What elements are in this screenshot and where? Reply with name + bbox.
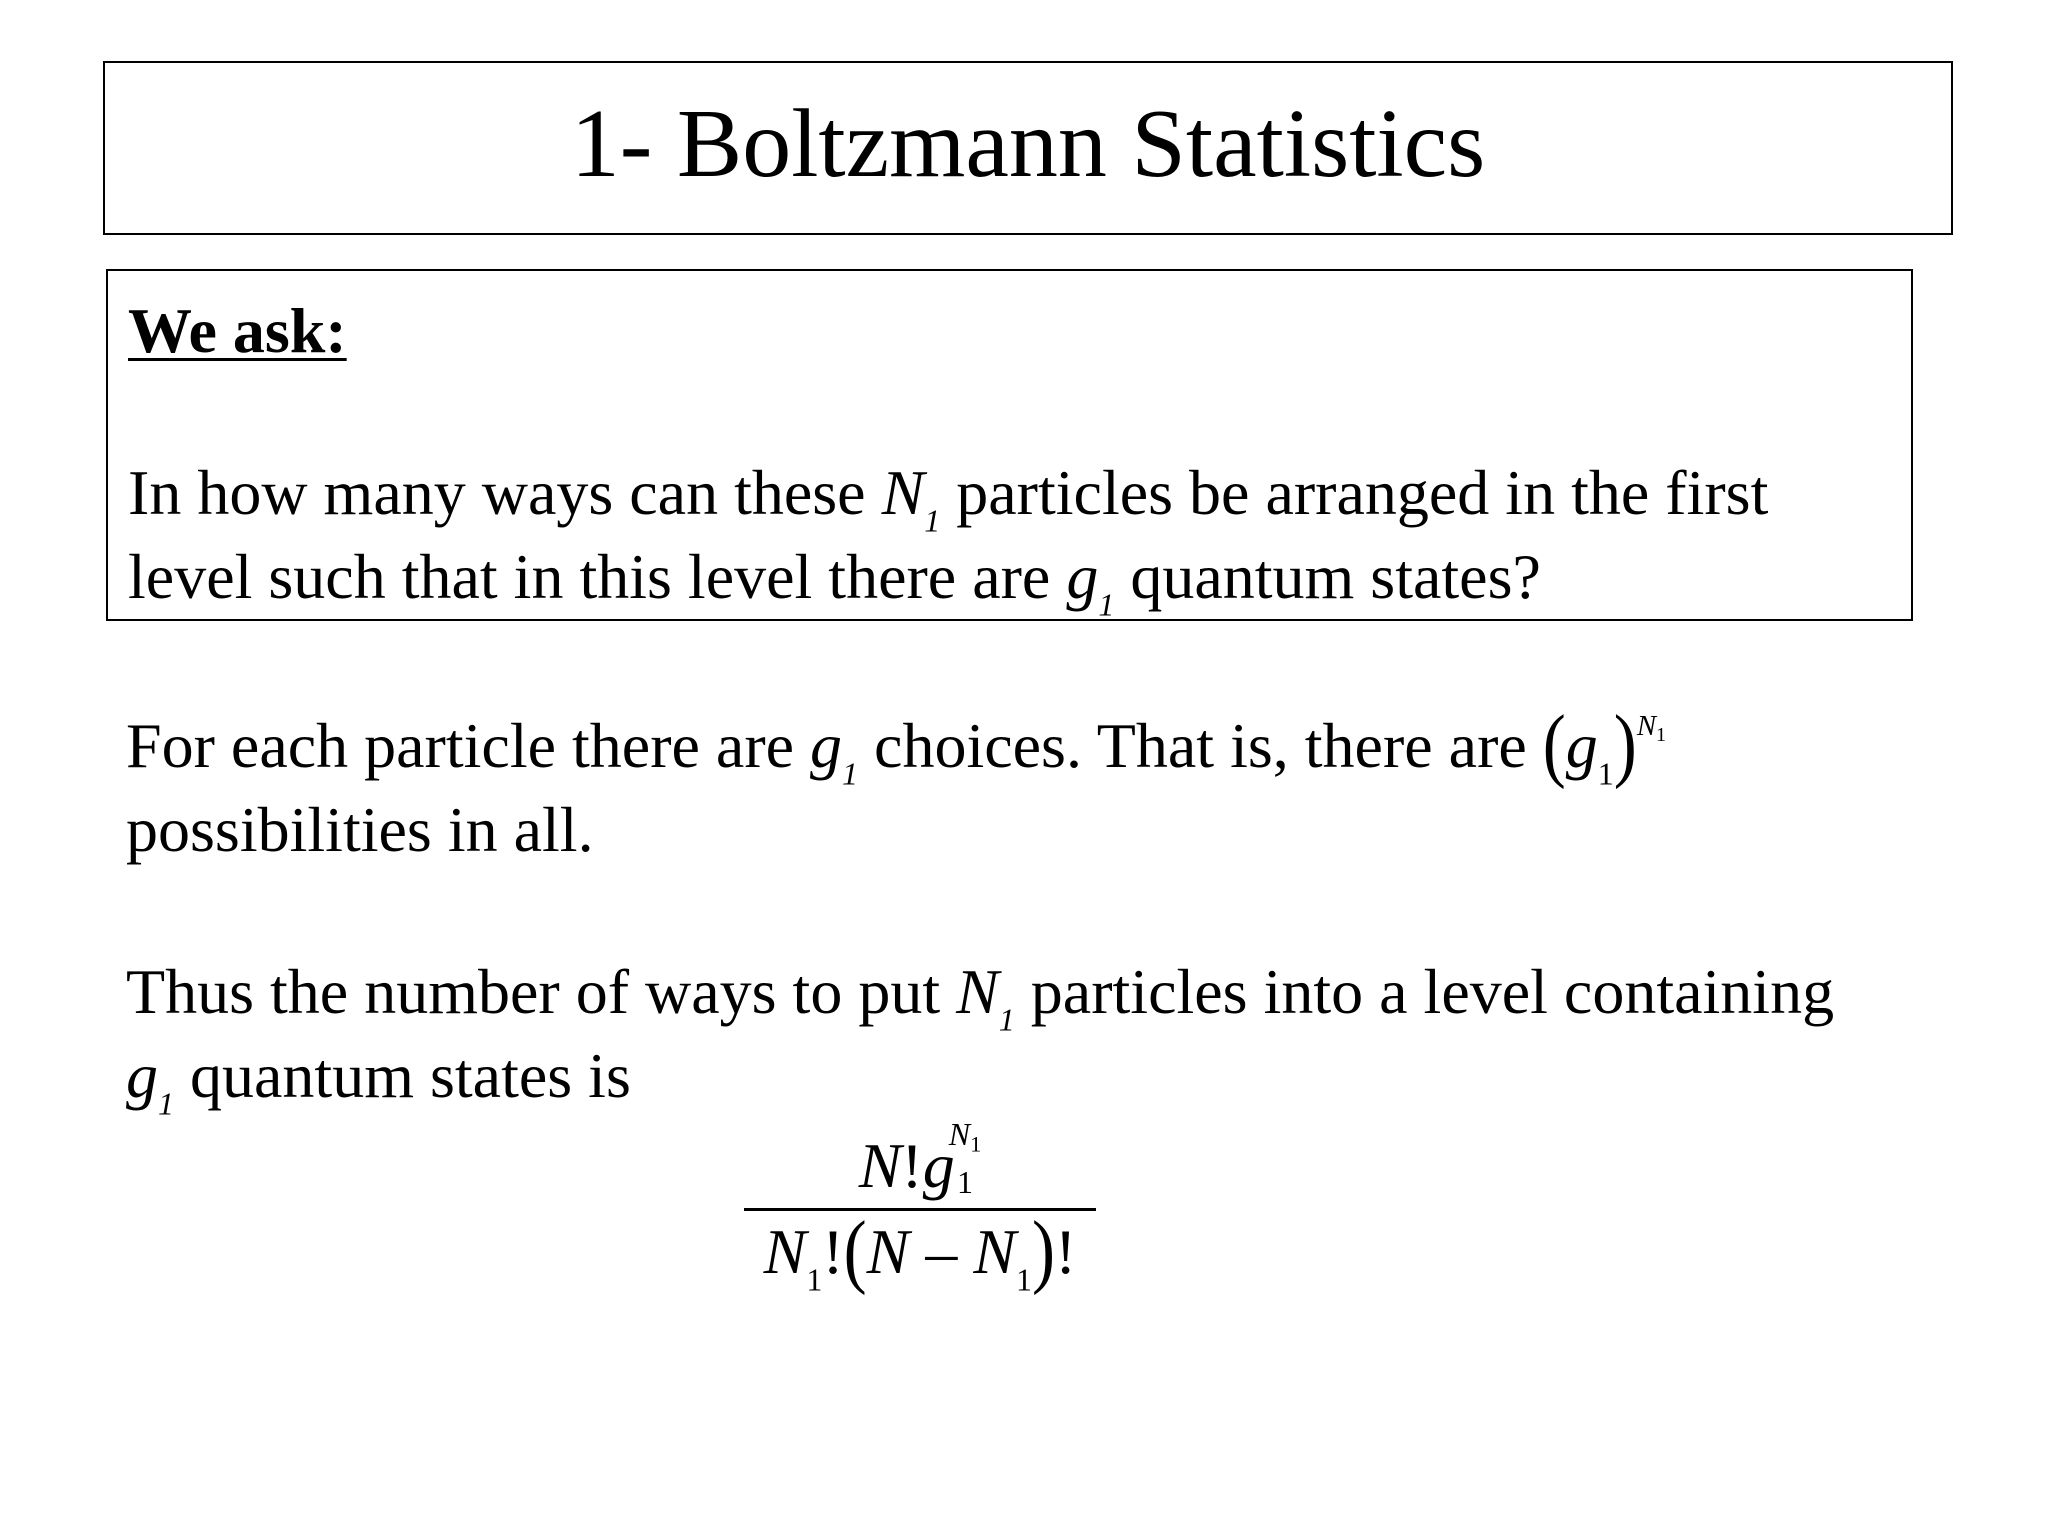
subscript-1: 1: [998, 1001, 1015, 1038]
variable-g: g: [810, 710, 843, 781]
numerator-exponent-sub: 1: [970, 1131, 982, 1157]
question-text-part: particles be arranged in the first: [940, 457, 1769, 528]
paragraph-text: choices. That is, there are: [858, 710, 1543, 781]
paragraph-text: particles into a level containing: [1014, 956, 1835, 1027]
variable-N: N: [881, 457, 925, 528]
math-variable-g: g: [1565, 710, 1598, 781]
combinatorics-formula: [744, 1115, 1096, 1298]
question-text-part: In how many ways can these: [128, 457, 882, 528]
subscript-1: 1: [924, 502, 941, 539]
denominator-minus: –: [909, 1216, 974, 1287]
formula-denominator: [744, 1203, 1096, 1298]
denominator-factorial: !: [822, 1216, 844, 1287]
subscript-1: 1: [158, 1085, 174, 1122]
numerator-exponent: [948, 1115, 982, 1157]
slide-title: 1- Boltzmann Statistics: [570, 90, 1486, 198]
question-box: [106, 269, 1913, 621]
denominator-open-paren: (: [843, 1203, 867, 1296]
numerator-N: N: [858, 1130, 902, 1201]
paragraph-text: possibilities in all.: [126, 794, 594, 865]
question-text: [128, 451, 1918, 623]
formula-numerator: [744, 1115, 1096, 1208]
variable-g: g: [1066, 541, 1099, 612]
numerator-factorial: !: [901, 1130, 923, 1201]
close-paren: ): [1613, 697, 1637, 790]
math-subscript-1: 1: [1597, 755, 1614, 792]
subscript-1: 1: [1098, 586, 1115, 623]
subscript-1: 1: [842, 755, 859, 792]
title-box: [103, 61, 1953, 235]
paragraph-choices: [126, 697, 1667, 872]
exponent-subscript-1: 1: [1656, 724, 1667, 747]
numerator-g: g: [922, 1130, 955, 1201]
numerator-exponent-N: N: [948, 1115, 971, 1152]
inline-math-power: [1542, 697, 1667, 792]
exponent-N: N: [1636, 710, 1657, 743]
paragraph-ways: [126, 950, 1835, 1122]
variable-N: N: [956, 956, 999, 1027]
numerator-g-scripts: [948, 1115, 982, 1200]
question-text-part: level such that in this level there are: [128, 541, 1067, 612]
open-paren: (: [1542, 697, 1566, 790]
denominator-N: N: [866, 1216, 910, 1287]
denominator-N1b-subscript: 1: [1016, 1261, 1033, 1298]
question-heading: We ask:: [128, 295, 347, 366]
denominator-close-paren: ): [1032, 1203, 1056, 1296]
numerator-g-subscript: 1: [956, 1164, 973, 1200]
denominator-N1b: N: [973, 1216, 1017, 1287]
paragraph-text: For each particle there are: [126, 710, 811, 781]
denominator-N1: N: [763, 1216, 807, 1287]
paragraph-text: Thus the number of ways to put: [126, 956, 957, 1027]
variable-g: g: [126, 1040, 158, 1111]
paragraph-text: quantum states is: [174, 1040, 631, 1111]
denominator-N1-subscript: 1: [806, 1261, 823, 1298]
math-exponent: [1636, 710, 1667, 747]
question-text-part: quantum states?: [1114, 541, 1541, 612]
denominator-factorial: !: [1055, 1216, 1077, 1287]
